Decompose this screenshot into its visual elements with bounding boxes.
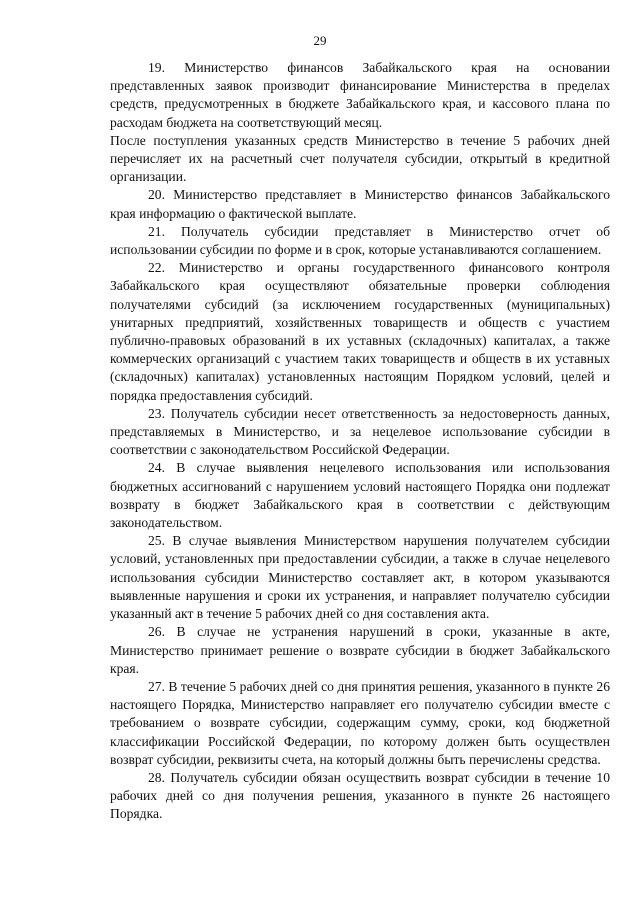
paragraph-23: 23. Получатель субсидии несет ответственность за недостоверность данных, представляемых в Министерство, и за нецелевое использование субсидии в соответствии с законодательством Российской Федерации. (110, 405, 610, 458)
paragraph-19-continuation: После поступления указанных средств Министерство в течение 5 рабочих дней перечисляет их на расчетный счет получателя субсидии, открытый в кредитной организации. (110, 132, 610, 185)
paragraph-24: 24. В случае выявления нецелевого использования или использования бюджетных ассигнований с нарушением условий настоящего Порядка они подлежат возврату в бюджет Забайкальского края в соответствии с действующим законодательством. (110, 460, 610, 531)
paragraph-22: 22. Министерство и органы государственного финансового контроля Забайкальского края осуществляют обязательные проверки соблюдения получателями субсидий (за исключением государственных (муниципальных) унитарных предприятий, хозяйственных товариществ и обществ с участием публично-правовых образований в их уставных (складочных) капиталах, а также коммерческих организаций с участием таких товариществ и обществ в их уставных (складочных) капиталах) установленных настоящим Порядком условий, целей и порядка предоставления субсидий. (110, 260, 610, 403)
paragraph-19: 19. Министерство финансов Забайкальского края на основании представленных заявок производит финансирование Министерства в пределах средств, предусмотренных в бюджете Забайкальского края, и кассового плана по расходам бюджета на соответствующий месяц. (110, 60, 610, 130)
paragraph-26: 26. В случае не устранения нарушений в сроки, указанные в акте, Министерство принимает решение о возврате субсидии в бюджет Забайкальского края. (110, 624, 610, 676)
page-number: 29 (313, 33, 327, 48)
paragraph-25: 25. В случае выявления Министерством нарушения получателем субсидии условий, установленных при предоставлении субсидии, а также в случае нецелевого использования субсидии Министерство составляет акт, в котором указываются выявленные нарушения и сроки их устранения, и направляет получателю субсидии указанный акт в течение 5 рабочих дней со дня составления акта. (110, 533, 610, 622)
paragraph-27: 27. В течение 5 рабочих дней со дня принятия решения, указанного в пункте 26 настоящего Порядка, Министерство направляет его получателю субсидии вместе с требованием о возврате субсидии, содержащим сумму, сроки, код бюджетной классификации Российской Федерации, по которому должен быть осуществлен возврат субсидии, реквизиты счета, на который должны быть перечислены средства. (110, 678, 610, 767)
paragraph-20: 20. Министерство представляет в Министерство финансов Забайкальского края информацию о фактической выплате. (110, 187, 610, 221)
paragraph-21: 21. Получатель субсидии представляет в Министерство отчет об использовании субсидии по форме и в срок, которые устанавливаются соглашением. (110, 223, 610, 258)
document-body (110, 59, 610, 824)
paragraph-28: 28. Получатель субсидии обязан осуществить возврат субсидии в течение 10 рабочих дней со дня получения решения, указанного в пункте 26 настоящего Порядка. (110, 769, 610, 822)
